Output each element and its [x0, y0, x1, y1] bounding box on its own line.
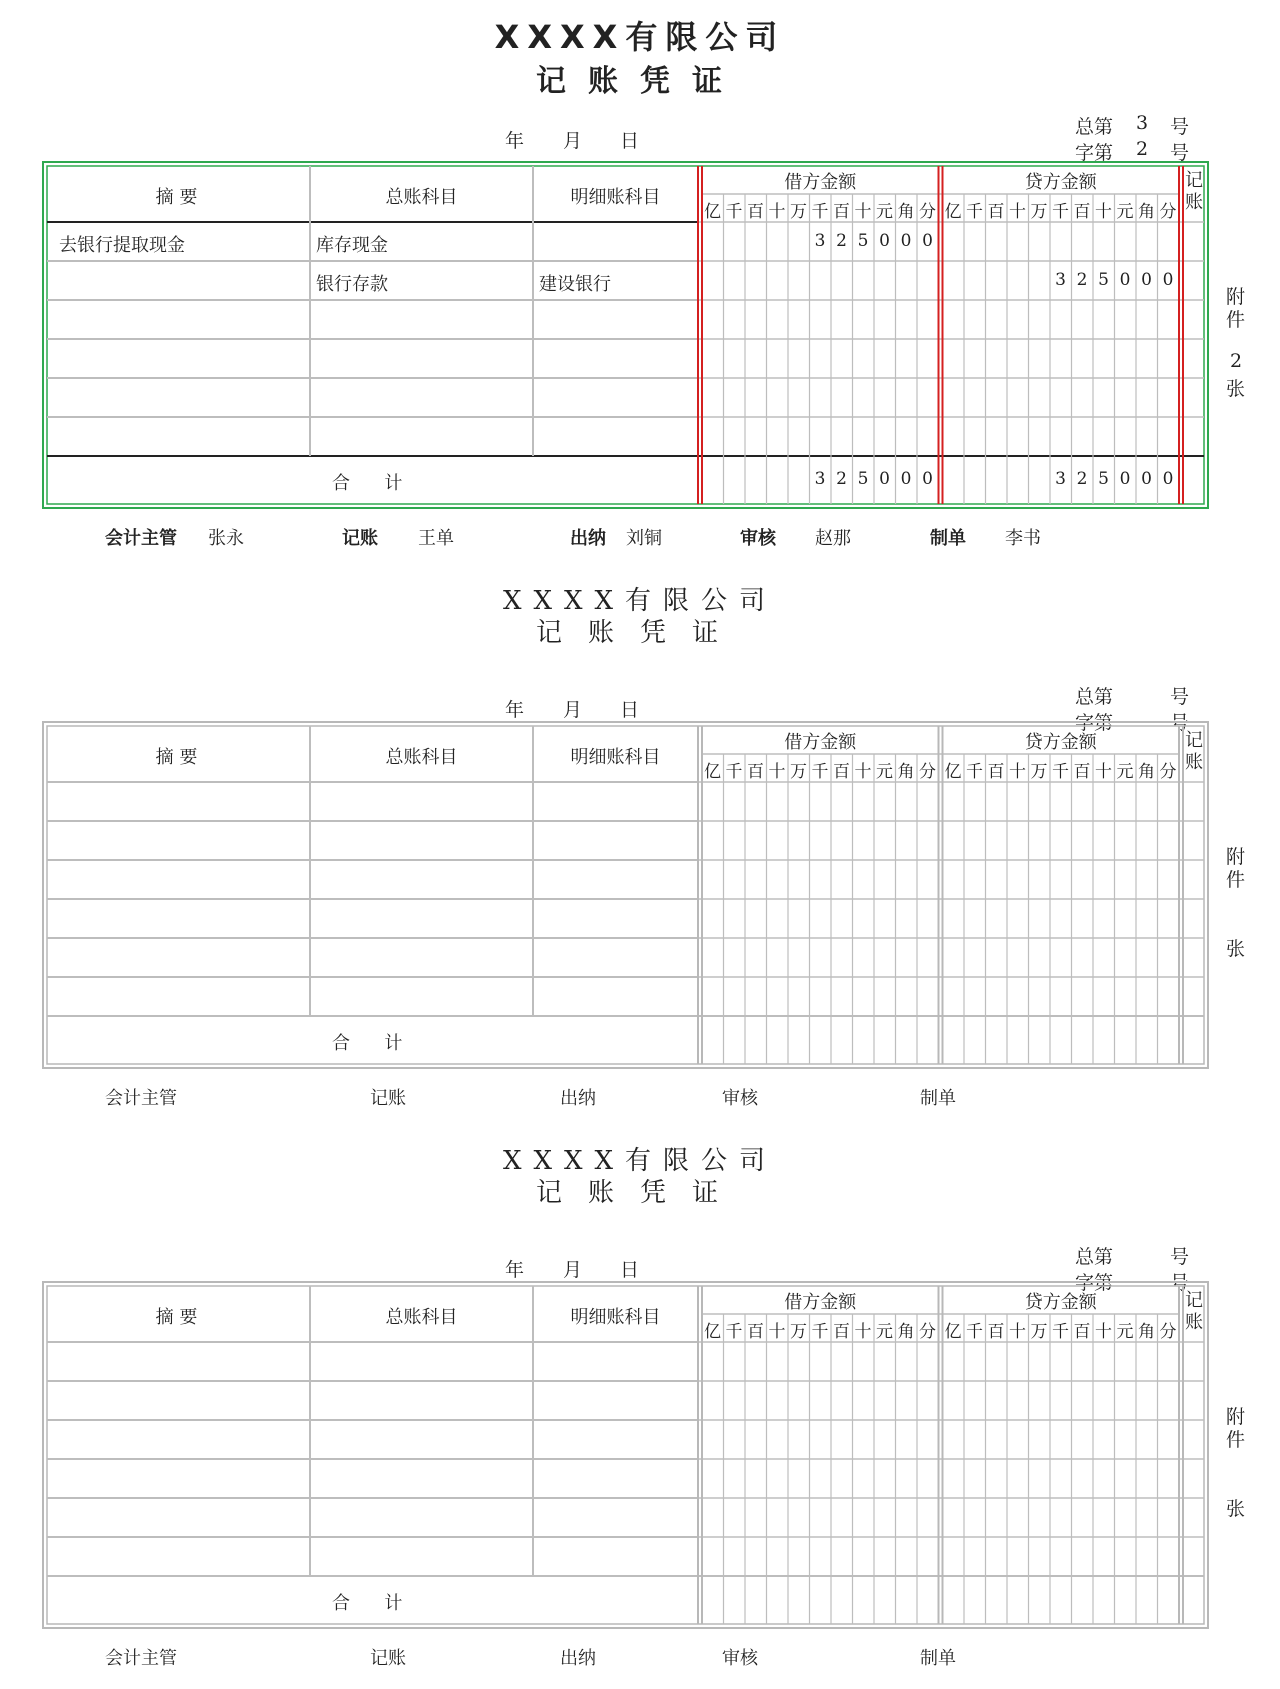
attachment-unit: 张 [1226, 1498, 1246, 1520]
credit-unit-label: 万 [1030, 1322, 1048, 1342]
auditor-label: 审核 [740, 528, 776, 549]
bookkeeper-label: 记账 [342, 528, 378, 549]
attachment-label: 件 [1226, 1429, 1246, 1451]
header-posted: 记账 [1185, 1290, 1203, 1333]
header-posted: 记账 [1185, 730, 1203, 773]
preparer-label: 制单 [920, 1648, 956, 1669]
header-summary: 摘 要 [155, 747, 198, 768]
credit-unit-label: 亿 [944, 202, 962, 222]
debit-unit-label: 百 [747, 1322, 764, 1342]
debit-digit: 2 [836, 231, 847, 251]
word-number-suffix: 号 [1170, 1272, 1190, 1294]
total-debit-digit: 2 [836, 469, 847, 489]
company-name: XXXX有限公司 [494, 18, 786, 56]
credit-unit-label: 分 [1159, 1322, 1177, 1342]
attachment-label: 件 [1226, 869, 1246, 891]
debit-unit-label: 十 [854, 762, 872, 782]
row-general-account: 银行存款 [316, 274, 388, 295]
debit-digit: 0 [922, 231, 933, 251]
auditor-name: 赵那 [815, 528, 851, 549]
credit-unit-label: 十 [1009, 762, 1026, 782]
credit-digit: 2 [1076, 270, 1088, 290]
total-number-label: 总第 [1075, 1246, 1114, 1268]
voucher-3 [0, 1120, 1280, 1680]
header-credit-amount: 贷方金额 [1024, 1292, 1097, 1313]
debit-unit-label: 元 [876, 202, 893, 222]
debit-unit-label: 亿 [704, 202, 721, 222]
total-number-suffix: 号 [1170, 116, 1190, 138]
header-posted: 记账 [1185, 170, 1203, 213]
header-debit-amount: 借方金额 [784, 1292, 857, 1313]
date-day-label: 日 [620, 699, 640, 721]
preparer-name: 李书 [1005, 528, 1041, 549]
credit-digit: 0 [1141, 270, 1152, 290]
total-label: 合 计 [332, 1593, 403, 1614]
auditor-label: 审核 [722, 1088, 758, 1109]
total-label: 合 计 [332, 1033, 403, 1054]
debit-digit: 0 [879, 231, 890, 251]
credit-unit-label: 百 [987, 1322, 1005, 1342]
date-month-label: 月 [563, 130, 583, 152]
debit-unit-label: 千 [725, 762, 743, 782]
voucher-1 [0, 0, 1280, 560]
total-debit-digit: 0 [900, 469, 912, 489]
debit-unit-label: 万 [790, 1322, 807, 1342]
credit-digit: 5 [1098, 270, 1109, 290]
credit-unit-label: 万 [1030, 762, 1048, 782]
credit-unit-label: 十 [1009, 202, 1026, 222]
debit-unit-label: 十 [854, 202, 872, 222]
credit-unit-label: 千 [966, 1322, 983, 1342]
credit-unit-label: 百 [987, 202, 1005, 222]
supervisor-label: 会计主管 [105, 528, 177, 549]
debit-unit-label: 千 [725, 202, 743, 222]
debit-digit: 0 [900, 231, 912, 251]
credit-unit-label: 分 [1159, 202, 1177, 222]
voucher-2 [0, 560, 1280, 1120]
document-title: 记账凭证 [535, 618, 744, 648]
credit-unit-label: 十 [1095, 202, 1112, 222]
date-day-label: 日 [620, 130, 640, 152]
credit-unit-label: 角 [1138, 202, 1155, 222]
debit-unit-label: 百 [833, 762, 850, 782]
credit-digit: 3 [1055, 270, 1066, 290]
header-debit-amount: 借方金额 [784, 732, 857, 753]
debit-unit-label: 亿 [704, 762, 721, 782]
date-year-label: 年 [505, 699, 525, 721]
total-number-suffix: 号 [1170, 686, 1190, 708]
debit-unit-label: 角 [897, 1322, 915, 1342]
attachment-unit: 张 [1226, 378, 1246, 400]
cashier-label: 出纳 [560, 1648, 596, 1669]
credit-unit-label: 千 [1052, 762, 1069, 782]
attachment-unit: 张 [1226, 938, 1246, 960]
total-number-label: 总第 [1075, 686, 1114, 708]
attachment-label: 附 [1226, 286, 1246, 308]
row-detail-account: 建设银行 [539, 274, 611, 295]
total-number-value: 3 [1136, 112, 1149, 134]
credit-unit-label: 十 [1009, 1322, 1026, 1342]
voucher-table-grid [0, 1120, 1280, 1680]
bookkeeper-label: 记账 [370, 1088, 406, 1109]
attachment-label: 附 [1226, 1406, 1246, 1428]
debit-unit-label: 角 [897, 762, 915, 782]
debit-unit-label: 百 [747, 202, 764, 222]
credit-unit-label: 百 [1073, 762, 1091, 782]
debit-digit: 5 [857, 231, 869, 251]
cashier-name: 刘铜 [626, 528, 662, 549]
credit-digit: 0 [1119, 270, 1131, 290]
debit-unit-label: 千 [725, 1322, 743, 1342]
cashier-label: 出纳 [560, 1088, 596, 1109]
date-day-label: 日 [620, 1259, 640, 1281]
debit-unit-label: 角 [897, 202, 915, 222]
credit-digit: 0 [1162, 270, 1174, 290]
word-number-label: 字第 [1075, 1272, 1114, 1294]
debit-unit-label: 万 [790, 762, 807, 782]
word-number-suffix: 号 [1170, 712, 1190, 734]
document-title: 记账凭证 [535, 1178, 744, 1208]
total-credit-digit: 3 [1055, 469, 1066, 489]
debit-unit-label: 十 [768, 202, 786, 222]
preparer-label: 制单 [930, 528, 966, 549]
supervisor-label: 会计主管 [105, 1088, 177, 1109]
credit-unit-label: 千 [1052, 1322, 1069, 1342]
debit-unit-label: 元 [876, 762, 893, 782]
voucher-table-grid [0, 560, 1280, 1120]
debit-unit-label: 十 [768, 1322, 786, 1342]
preparer-label: 制单 [920, 1088, 956, 1109]
credit-unit-label: 元 [1116, 762, 1134, 782]
credit-unit-label: 十 [1095, 762, 1112, 782]
date-month-label: 月 [563, 1259, 583, 1281]
header-general-account: 总账科目 [385, 1307, 458, 1328]
header-detail-account: 明细账科目 [570, 1307, 661, 1328]
total-credit-digit: 5 [1098, 469, 1109, 489]
debit-unit-label: 亿 [704, 1322, 721, 1342]
bookkeeper-name: 王单 [418, 528, 454, 549]
date-year-label: 年 [505, 1259, 525, 1281]
credit-unit-label: 百 [1073, 202, 1091, 222]
debit-unit-label: 分 [919, 202, 936, 222]
date-year-label: 年 [505, 130, 525, 152]
total-debit-digit: 0 [879, 469, 890, 489]
word-number-suffix: 号 [1170, 142, 1190, 164]
debit-digit: 3 [814, 231, 826, 251]
total-label: 合 计 [332, 473, 403, 494]
document-title: 记账凭证 [536, 64, 744, 99]
company-name: XXXX有限公司 [502, 586, 778, 616]
attachment-count: 2 [1230, 350, 1243, 372]
debit-unit-label: 千 [811, 1322, 829, 1342]
debit-unit-label: 百 [833, 1322, 850, 1342]
header-summary: 摘 要 [155, 187, 198, 208]
debit-unit-label: 分 [919, 762, 936, 782]
header-credit-amount: 贷方金额 [1024, 732, 1097, 753]
credit-unit-label: 千 [966, 762, 983, 782]
credit-unit-label: 亿 [944, 1322, 962, 1342]
credit-unit-label: 分 [1159, 762, 1177, 782]
total-credit-digit: 0 [1162, 469, 1174, 489]
total-credit-digit: 2 [1076, 469, 1088, 489]
credit-unit-label: 千 [1052, 202, 1069, 222]
header-general-account: 总账科目 [385, 187, 458, 208]
header-detail-account: 明细账科目 [570, 747, 661, 768]
credit-unit-label: 角 [1138, 1322, 1155, 1342]
credit-unit-label: 元 [1116, 202, 1134, 222]
auditor-label: 审核 [722, 1648, 758, 1669]
attachment-label: 附 [1226, 846, 1246, 868]
header-detail-account: 明细账科目 [570, 187, 661, 208]
debit-unit-label: 百 [833, 202, 850, 222]
credit-unit-label: 百 [1073, 1322, 1091, 1342]
attachment-label: 件 [1226, 309, 1246, 331]
debit-unit-label: 万 [790, 202, 807, 222]
credit-unit-label: 亿 [944, 762, 962, 782]
company-name: XXXX有限公司 [502, 1146, 778, 1176]
total-credit-digit: 0 [1119, 469, 1131, 489]
credit-unit-label: 千 [966, 202, 983, 222]
header-general-account: 总账科目 [385, 747, 458, 768]
total-debit-digit: 5 [857, 469, 869, 489]
debit-unit-label: 千 [811, 762, 829, 782]
debit-unit-label: 十 [854, 1322, 872, 1342]
supervisor-name: 张永 [208, 528, 244, 549]
credit-unit-label: 十 [1095, 1322, 1112, 1342]
debit-unit-label: 百 [747, 762, 764, 782]
word-number-value: 2 [1136, 138, 1149, 160]
debit-unit-label: 分 [919, 1322, 936, 1342]
debit-unit-label: 千 [811, 202, 829, 222]
total-debit-digit: 0 [922, 469, 933, 489]
row-summary: 去银行提取现金 [59, 235, 185, 256]
header-debit-amount: 借方金额 [784, 172, 857, 193]
credit-unit-label: 元 [1116, 1322, 1134, 1342]
cashier-label: 出纳 [570, 528, 606, 549]
credit-unit-label: 万 [1030, 202, 1048, 222]
supervisor-label: 会计主管 [105, 1648, 177, 1669]
header-credit-amount: 贷方金额 [1024, 172, 1097, 193]
debit-unit-label: 元 [876, 1322, 893, 1342]
debit-unit-label: 十 [768, 762, 786, 782]
bookkeeper-label: 记账 [370, 1648, 406, 1669]
row-general-account: 库存现金 [316, 235, 388, 256]
date-month-label: 月 [563, 699, 583, 721]
word-number-label: 字第 [1075, 142, 1114, 164]
word-number-label: 字第 [1075, 712, 1114, 734]
total-credit-digit: 0 [1141, 469, 1152, 489]
total-number-label: 总第 [1075, 116, 1114, 138]
credit-unit-label: 角 [1138, 762, 1155, 782]
credit-unit-label: 百 [987, 762, 1005, 782]
total-debit-digit: 3 [814, 469, 826, 489]
total-number-suffix: 号 [1170, 1246, 1190, 1268]
header-summary: 摘 要 [155, 1307, 198, 1328]
